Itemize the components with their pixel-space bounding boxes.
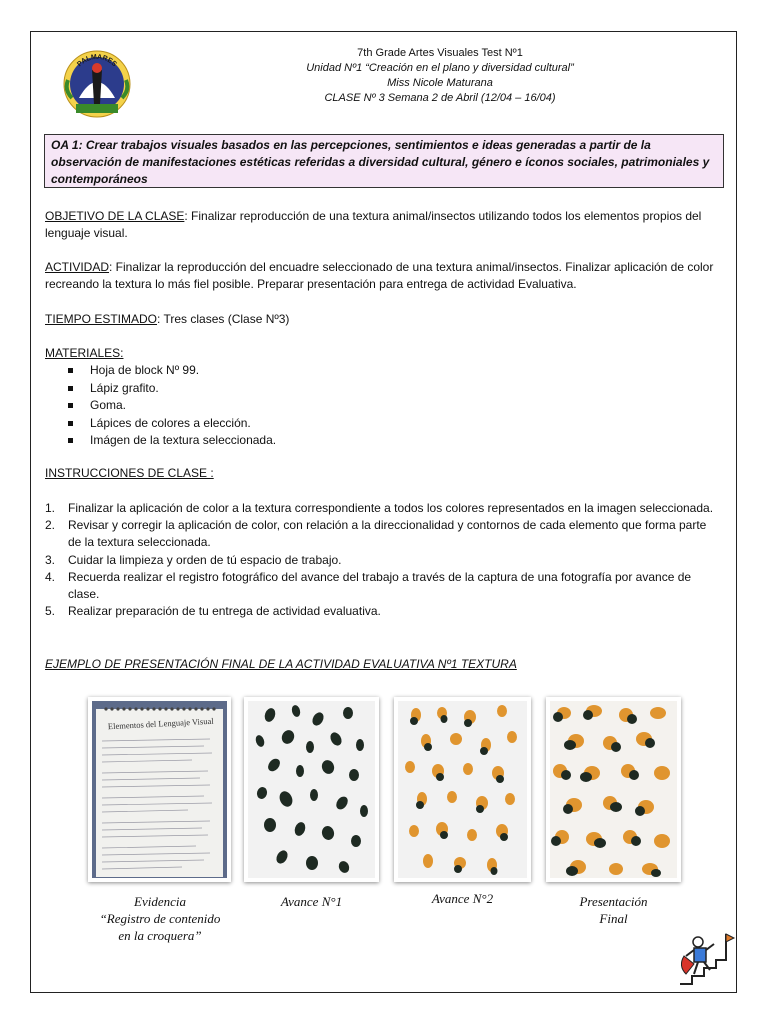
bullet-icon xyxy=(68,403,73,408)
list-item: Goma. xyxy=(62,397,276,415)
list-item: 1. Finalizar la aplicación de color a la textura correspondiente a todos los colores representados en la imagen seleccionada. xyxy=(45,501,714,515)
list-item: 3. Cuidar la limpieza y orden de tú espacio de trabajo. xyxy=(45,552,342,567)
photo-evidencia-notebook xyxy=(88,697,231,882)
oa-text: OA 1: Crear trabajos visuales basados en las percepciones, sentimientos e ideas generadas a partir de la observación de manifestaciones estéticas referidas a diversidad cultural, género e íconos sociales, patrimoniales y contemporáneos xyxy=(51,138,710,186)
instrucciones-list xyxy=(45,500,715,620)
actividad-paragraph xyxy=(45,259,720,293)
list-item: Hoja de block Nº 99. xyxy=(62,362,276,380)
materiales-label: MATERIALES: xyxy=(45,346,124,360)
caption-presentacion-final: Presentación Final xyxy=(579,894,648,926)
runner-climbing-stairs-icon xyxy=(676,924,736,988)
caption-avance-1: Avance N°1 xyxy=(280,894,343,909)
notebook-heading: Elementos del Lenguaje Visual xyxy=(107,715,214,732)
photo-avance-1 xyxy=(244,697,379,882)
header-title: 7th Grade Artes Visuales Test Nº1 xyxy=(357,47,523,59)
header-class-date: CLASE Nº 3 Semana 2 de Abril (12/04 – 16/04) xyxy=(324,92,556,104)
instrucciones-heading xyxy=(45,465,720,482)
example-title: EJEMPLO DE PRESENTACIÓN FINAL DE LA ACTIVIDAD EVALUATIVA Nº1 TEXTURA xyxy=(45,657,517,671)
bullet-icon xyxy=(68,438,73,443)
list-item: 4. Recuerda realizar el registro fotográfico del avance del trabajo a través de la captura de una fotografía por avance de clase. xyxy=(45,569,692,602)
tiempo-label: TIEMPO ESTIMADO xyxy=(45,312,158,326)
objetivo-label: OBJETIVO DE LA CLASE xyxy=(45,209,185,223)
actividad-text: : Finalizar la reproducción del encuadre seleccionado de una textura animal/insectos. Finalizar aplicación de color recreando la textura lo más fiel posible. Preparar presentación para entrega de actividad Evaluativa. xyxy=(45,260,714,291)
tiempo-paragraph xyxy=(45,311,720,328)
objetivo-paragraph xyxy=(45,208,720,242)
caption-evidencia: Evidencia “Registro de contenido en la croquera” xyxy=(99,894,221,943)
list-item: 2. Revisar y corregir la aplicación de color, con relación a la direccionalidad y contornos de cada elemento que forma parte de la textura seleccionada. xyxy=(45,518,707,550)
list-item: 5. Realizar preparación de tu entrega de actividad evaluativa. xyxy=(45,604,381,619)
header-unit: Unidad Nº1 “Creación en el plano y diversidad cultural” xyxy=(306,62,574,74)
photo-presentacion-final xyxy=(546,697,681,882)
instrucciones-label: INSTRUCCIONES DE CLASE : xyxy=(45,466,214,480)
photo-avance-2 xyxy=(394,697,531,882)
document-header xyxy=(190,46,690,106)
bullet-icon xyxy=(68,386,73,391)
materiales-heading xyxy=(45,345,720,362)
oa-objective-box xyxy=(44,134,724,188)
caption-avance-2: Avance N°2 xyxy=(431,891,494,906)
list-item: Lápices de colores a elección. xyxy=(62,415,276,433)
logo-text: PALMARES xyxy=(76,53,118,69)
bullet-icon xyxy=(68,368,73,373)
objetivo-text: : Finalizar reproducción de una textura animal/insectos utilizando todos los elementos propios del lenguaje visual. xyxy=(45,209,702,240)
actividad-label: ACTIVIDAD xyxy=(45,260,110,274)
materiales-list xyxy=(62,362,276,450)
list-item: Imágen de la textura seleccionada. xyxy=(62,432,276,450)
tiempo-text: : Tres clases (Clase Nº3) xyxy=(157,312,290,326)
bullet-icon xyxy=(68,421,73,426)
list-item: Lápiz grafito. xyxy=(62,380,276,398)
school-logo xyxy=(62,46,132,122)
header-teacher: Miss Nicole Maturana xyxy=(387,77,493,89)
